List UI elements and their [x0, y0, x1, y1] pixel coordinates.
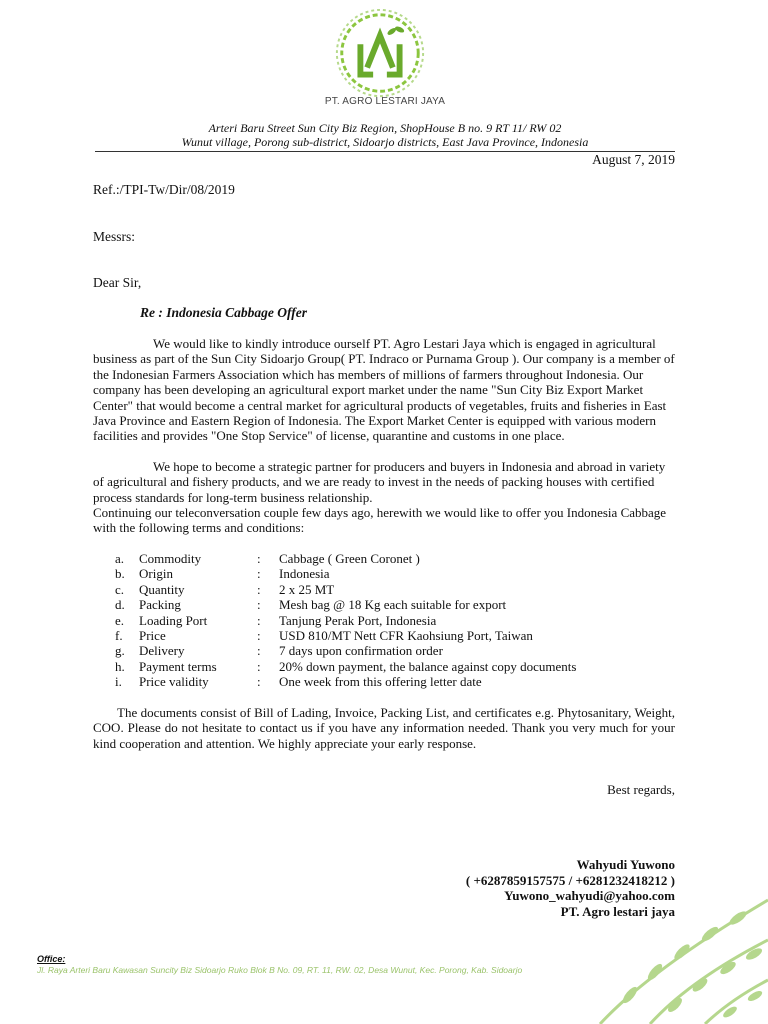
- header-address-line2: Wunut village, Porong sub-district, Sidoarjo districts, East Java Province, Indonesia: [181, 135, 589, 149]
- header-address-line1: Arteri Baru Street Sun City Biz Region, ShopHouse B no. 9 RT 11/ RW 02: [208, 121, 562, 135]
- term-value: Mesh bag @ 18 Kg each suitable for export: [279, 597, 507, 613]
- term-label: Price: [139, 627, 166, 643]
- term-colon: :: [257, 643, 261, 659]
- term-colon: :: [257, 597, 261, 613]
- term-row: [115, 551, 659, 566]
- recipient-label: Messrs:: [93, 229, 136, 244]
- term-colon: :: [257, 674, 261, 690]
- term-label: Commodity: [139, 551, 202, 566]
- term-colon: :: [257, 627, 261, 643]
- term-colon: :: [257, 581, 261, 597]
- term-colon: :: [257, 658, 261, 674]
- term-row: [115, 643, 659, 658]
- reference-number: Ref.:/TPI-Tw/Dir/08/2019: [93, 182, 235, 197]
- header-divider: [95, 151, 675, 152]
- term-label: Packing: [139, 597, 181, 613]
- subject-line: Re : Indonesia Cabbage Offer: [140, 305, 307, 320]
- company-logo: [330, 6, 430, 104]
- leaf-decoration-icon: [590, 880, 768, 1024]
- term-row: [115, 582, 659, 597]
- term-letter: d.: [115, 597, 125, 613]
- term-letter: c.: [115, 581, 125, 597]
- paragraph-partnership: We hope to become a strategic partner for producers and buyers in Indonesia and abroad in variety of agricultural and fishery products, and we are ready to invest in the needs of packing houses with certified process standards for long-term business relationship.: [93, 459, 666, 505]
- body-paragraph-1: [93, 336, 675, 444]
- term-letter: h.: [115, 658, 125, 674]
- term-label: Payment terms: [139, 658, 217, 674]
- term-letter: b.: [115, 566, 125, 582]
- term-label: Price validity: [139, 674, 209, 690]
- term-value: 7 days upon confirmation order: [279, 643, 443, 659]
- term-letter: a.: [115, 551, 125, 566]
- term-label: Quantity: [139, 581, 185, 597]
- paragraph-intro: We would like to kindly introduce ourself PT. Agro Lestari Jaya which is engaged in agricultural business as part of the Sun City Sidoarjo Group( PT. Indraco or Purnama Group ). Our company is a member of the Indonesian Farmers Association which has members of millions of farmers throughout Indonesia. Our company has been developing an agricultural export market under the name "Sun City Biz Export Market Center" that would become a central market for agricultural products of vegetables, fruits and fisheries in East Java Province and Eastern Region of Indonesia. The Export Market Center is equipped with various modern facilities and provides "One Stop Service" of license, quarantine and customs in one place.: [93, 336, 675, 444]
- term-colon: :: [257, 551, 261, 566]
- office-label: Office:: [37, 954, 66, 964]
- signer-phone: ( +6287859157575 / +6281232418212 ): [465, 872, 675, 888]
- header-address: [95, 121, 675, 149]
- term-colon: :: [257, 566, 261, 582]
- term-label: Origin: [139, 566, 173, 582]
- logo-wreath: [337, 10, 423, 96]
- term-label: Loading Port: [139, 612, 208, 628]
- term-colon: :: [257, 612, 261, 628]
- signer-email: Yuwono_wahyudi@yahoo.com: [504, 888, 675, 904]
- term-row: [115, 674, 659, 689]
- term-label: Delivery: [139, 643, 185, 659]
- term-value: USD 810/MT Nett CFR Kaohsiung Port, Taiwan: [279, 627, 533, 643]
- term-value: 20% down payment, the balance against copy documents: [279, 658, 577, 674]
- term-row: [115, 566, 659, 581]
- salutation: Dear Sir,: [93, 275, 142, 290]
- logo-monogram: [360, 35, 399, 74]
- term-letter: i.: [115, 674, 122, 690]
- paragraph-offer: Continuing our teleconversation couple few days ago, herewith we would like to offer you Indonesia Cabbage with the following terms and conditions:: [93, 505, 667, 536]
- term-value: Tanjung Perak Port, Indonesia: [279, 612, 437, 628]
- term-letter: g.: [115, 643, 125, 659]
- closing-regards: Best regards,: [607, 782, 675, 797]
- term-value: Cabbage ( Green Coronet ): [279, 551, 420, 566]
- body-paragraph-2: [93, 459, 675, 505]
- term-letter: e.: [115, 612, 125, 628]
- company-name: PT. AGRO LESTARI JAYA: [324, 96, 446, 107]
- term-letter: f.: [115, 627, 123, 643]
- body-paragraph-3: [93, 505, 675, 536]
- term-row: [115, 659, 659, 674]
- term-value: One week from this offering letter date: [279, 674, 482, 690]
- terms-list: [115, 551, 659, 690]
- closing-paragraph: The documents consist of Bill of Lading, Invoice, Packing List, and certificates e.g. Phytosanitary, Weight, COO. Please do not hesitate to contact us if you have any information needed. Thank you very much for your kind cooperation and attention. We highly appreciate your early response.: [93, 705, 675, 751]
- term-value: 2 x 25 MT: [279, 581, 335, 597]
- letter-date: August 7, 2019: [592, 152, 675, 167]
- office-address: Jl. Raya Arteri Baru Kawasan Suncity Biz Sidoarjo Ruko Blok B No. 09, RT. 11, RW. 02, Desa Wunut, Kec. Porong, Kab. Sidoarjo: [37, 965, 523, 975]
- signer-company: PT. Agro lestari jaya: [560, 903, 675, 919]
- term-row: [115, 628, 659, 643]
- term-row: [115, 613, 659, 628]
- logo-leaves: [386, 25, 405, 36]
- signer-name: Wahyudi Yuwono: [576, 857, 675, 872]
- term-row: [115, 597, 659, 612]
- term-value: Indonesia: [279, 566, 330, 582]
